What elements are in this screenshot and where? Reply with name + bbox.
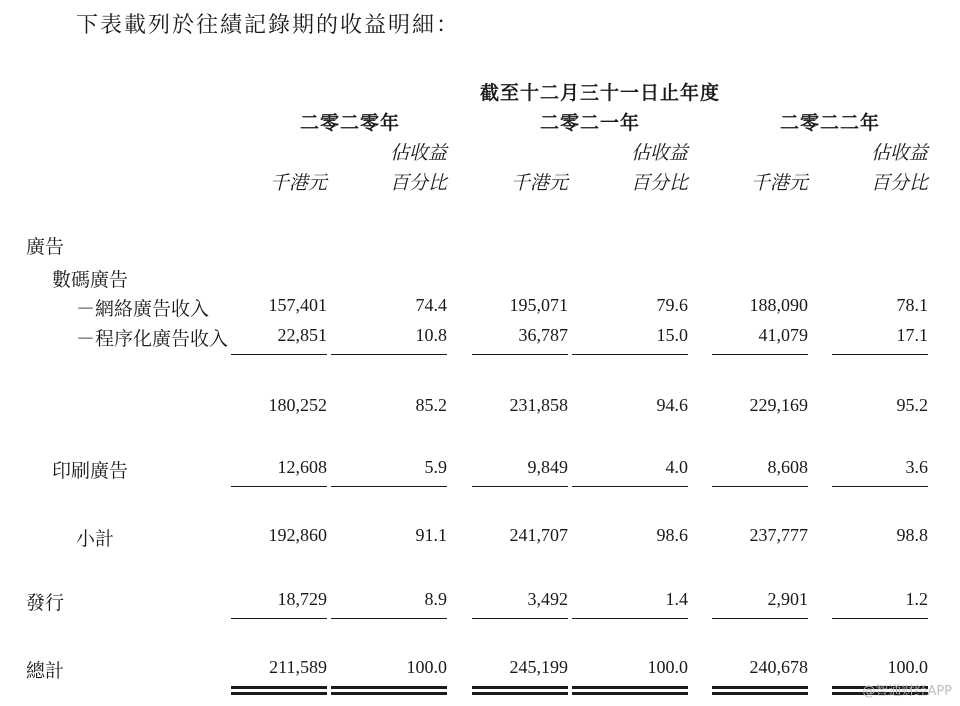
underline-rule [331,486,447,487]
underline-rule [231,618,327,619]
underline-rule [832,618,928,619]
double-underline-rule [472,692,568,695]
table-cell: 74.4 [415,295,447,315]
row-label: －程序化廣告收入 [76,328,229,350]
table-cell: 95.2 [896,395,928,415]
table-cell: 192,860 [268,525,327,545]
table-cell: 8.9 [424,589,447,609]
table-cell: 12,608 [277,457,327,477]
underline-rule [231,354,327,355]
underline-rule [331,354,447,355]
table-cell: 94.6 [656,395,688,415]
underline-rule [331,618,447,619]
underline-rule [472,486,568,487]
table-cell: 241,707 [509,525,568,545]
table-cell: 9,849 [527,457,568,477]
table-cell: 237,777 [749,525,808,545]
double-underline-rule [712,692,808,695]
table-cell: 1.2 [905,589,928,609]
double-underline-rule [472,686,568,689]
table-cell: 36,787 [518,325,568,345]
watermark: @智通财经APP [862,684,952,699]
double-underline-rule [572,686,688,689]
table-cell: 211,589 [269,657,327,677]
percent-header: 佔收益 百分比 [389,142,447,194]
table-cell: 100.0 [647,657,688,677]
table-cell: 1.4 [665,589,688,609]
row-label: 數碼廣告 [52,269,129,291]
table-cell: 100.0 [887,657,928,677]
underline-rule [832,486,928,487]
underline-rule [832,354,928,355]
row-label: 印刷廣告 [52,460,129,482]
row-label: 廣告 [26,236,65,258]
table-cell: 79.6 [656,295,688,315]
double-underline-rule [712,686,808,689]
table-cell: 91.1 [415,525,447,545]
underline-rule [572,354,688,355]
table-cell: 100.0 [406,657,447,677]
year-header-2021: 二零二一年 [540,112,641,134]
row-label: 總計 [26,660,65,682]
table-cell: 231,858 [509,395,568,415]
underline-rule [472,618,568,619]
table-cell: 3,492 [527,589,568,609]
table-cell: 78.1 [896,295,928,315]
underline-rule [572,618,688,619]
year-header-2020: 二零二零年 [300,112,401,134]
table-cell: 22,851 [277,325,327,345]
table-cell: 98.6 [656,525,688,545]
percent-header: 佔收益 百分比 [630,142,688,194]
table-cell: 10.8 [415,325,447,345]
table-cell: 229,169 [749,395,808,415]
row-label: 發行 [26,592,65,614]
year-header-2022: 二零二二年 [780,112,881,134]
underline-rule [472,354,568,355]
underline-rule [231,486,327,487]
table-cell: 3.6 [905,457,928,477]
table-cell: 98.8 [896,525,928,545]
table-cell: 180,252 [268,395,327,415]
unit-header: 千港元 [750,172,808,194]
table-cell: 8,608 [767,457,808,477]
double-underline-rule [231,692,327,695]
double-underline-rule [231,686,327,689]
double-underline-rule [331,692,447,695]
intro-text: 下表載列於往績記錄期的收益明細： [76,13,461,38]
table-cell: 85.2 [415,395,447,415]
row-label: －網絡廣告收入 [76,298,210,320]
table-cell: 5.9 [424,457,447,477]
double-underline-rule [572,692,688,695]
underline-rule [712,618,808,619]
percent-header: 佔收益 百分比 [870,142,928,194]
unit-header: 千港元 [269,172,327,194]
table-cell: 240,678 [749,657,808,677]
table-cell: 15.0 [656,325,688,345]
double-underline-rule [331,686,447,689]
table-cell: 245,199 [509,657,568,677]
table-cell: 17.1 [896,325,928,345]
underline-rule [712,486,808,487]
table-cell: 157,401 [268,295,327,315]
table-cell: 195,071 [509,295,568,315]
row-label: 小計 [76,528,115,550]
period-header: 截至十二月三十一日止年度 [480,82,721,104]
table-cell: 18,729 [277,589,327,609]
unit-header: 千港元 [510,172,568,194]
table-cell: 188,090 [749,295,808,315]
table-cell: 4.0 [665,457,688,477]
underline-rule [712,354,808,355]
underline-rule [572,486,688,487]
table-cell: 41,079 [758,325,808,345]
table-cell: 2,901 [767,589,808,609]
